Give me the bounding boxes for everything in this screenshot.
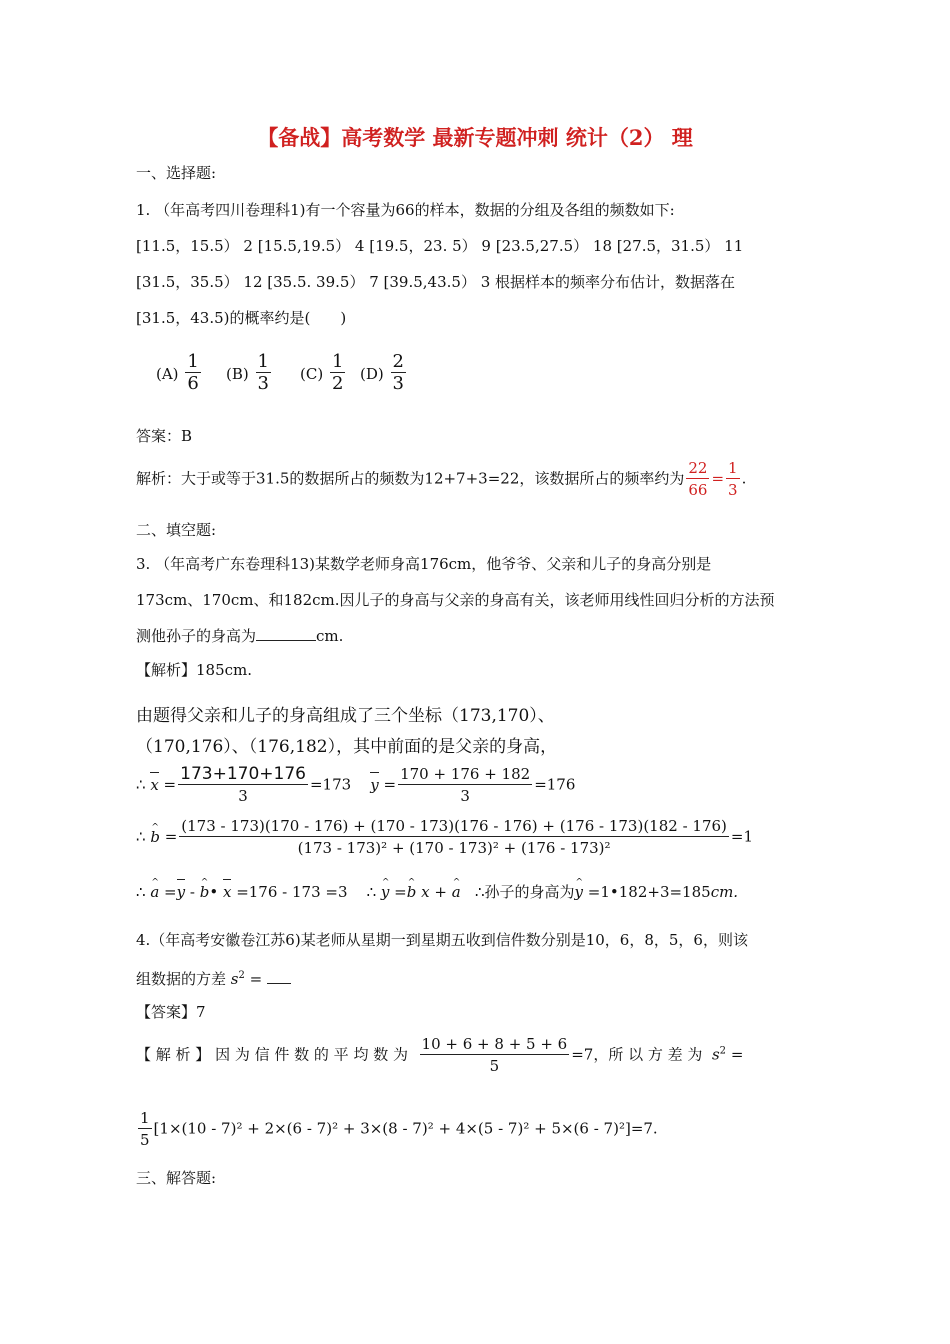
intercept-equation: ∴ ^ a =y - ^ b• x =176 - 173 =3 ∴ ^ y =^ b x + ^ a ∴孙子的身高为^ y =1•182+3=185cm. xyxy=(136,882,738,902)
variance-blank xyxy=(267,971,291,984)
slope-equation: ∴ ^ b = (173 - 173)(170 - 176) + (170 - 173)(176 - 176) + (176 - 173)(182 - 176) (173 - 173)² + (170 - 173)² + (176 - 173)² =1 xyxy=(136,816,753,859)
option-c: (C) $\frac{1}{2}$ xyxy=(300,351,344,394)
page-title: 【备战】高考数学 最新专题冲刺 统计（2） 理 xyxy=(257,125,693,150)
q3-solution-1: 由题得父亲和儿子的身高组成了三个坐标（173,170）、 xyxy=(136,706,555,726)
option-a: (A) $\frac{1}{6}$ xyxy=(156,351,199,394)
section-choice-heading: 一、选择题: xyxy=(136,164,217,182)
q4-line-1: 4.（年高考安徽卷江苏6)某老师从星期一到星期五收到信件数分别是10，6，8，5，6，则该 xyxy=(136,931,748,949)
option-b: (B) $\frac{1}{3}$ xyxy=(226,351,269,394)
q1-line-4: [31.5，43.5)的概率约是( ) xyxy=(136,309,347,327)
q4-line-2: 组数据的方差 $s^2$ = xyxy=(136,966,291,989)
option-d: (D) $\frac{2}{3}$ xyxy=(360,351,404,394)
q3-line-1: 3. （年高考广东卷理科13)某数学老师身高176cm，他爷爷、父亲和儿子的身高分别是 xyxy=(136,555,712,573)
variance-formula: $\frac{1}{5}$ [1×(10 - 7)² + 2×(6 - 7)² + 3×(8 - 7)² + 4×(5 - 7)² + 5×(6 - 7)²]=7. xyxy=(140,1109,658,1149)
q3-answer: 【解析】185cm. xyxy=(136,661,253,679)
section-fill-heading: 二、填空题: xyxy=(136,521,217,539)
q3-line-3: 测他孙子的身高为 cm. xyxy=(136,627,344,645)
answer-blank xyxy=(256,626,316,641)
mean-equations: ∴ x = $\frac{173+170+176}{3}$ =173 y = $\frac{170 + 176 + 182}{3}$ =176 xyxy=(136,764,576,805)
q3-line-2: 173cm、170cm、和182cm.因儿子的身高与父亲的身高有关，该老师用线性回归分析的方法预 xyxy=(136,591,775,609)
q1-answer: 答案：B xyxy=(136,427,193,445)
q1-explanation: 解析：大于或等于31.5的数据所占的频数为12+7+3=22，该数据所占的频率约为 $\frac{22}{66}$ = $\frac{1}{3}$ . xyxy=(136,459,747,499)
q1-line-1: 1. （年高考四川卷理科1)有一个容量为66的样本，数据的分组及各组的频数如下: xyxy=(136,201,675,219)
q4-explanation: 【 解 析 】 因 为 信 件 数 的 平 均 数 为 $\frac{10 + 6 + 8 + 5 + 6}{5}$ =7，所 以 方 差 为 $s^2$ = xyxy=(136,1035,744,1075)
q4-answer: 【答案】7 xyxy=(136,1003,206,1021)
q3-solution-2: （170,176）、（176,182），其中前面的是父亲的身高， xyxy=(136,737,558,757)
section-solve-heading: 三、解答题: xyxy=(136,1169,217,1187)
q1-line-3: [31.5，35.5） 12 [35.5. 39.5） 7 [39.5,43.5） 3 根据样本的频率分布估计，数据落在 xyxy=(136,273,736,291)
q1-line-2: [11.5，15.5） 2 [15.5,19.5） 4 [19.5，23. 5） 9 [23.5,27.5） 18 [27.5，31.5） 11 xyxy=(136,237,744,255)
